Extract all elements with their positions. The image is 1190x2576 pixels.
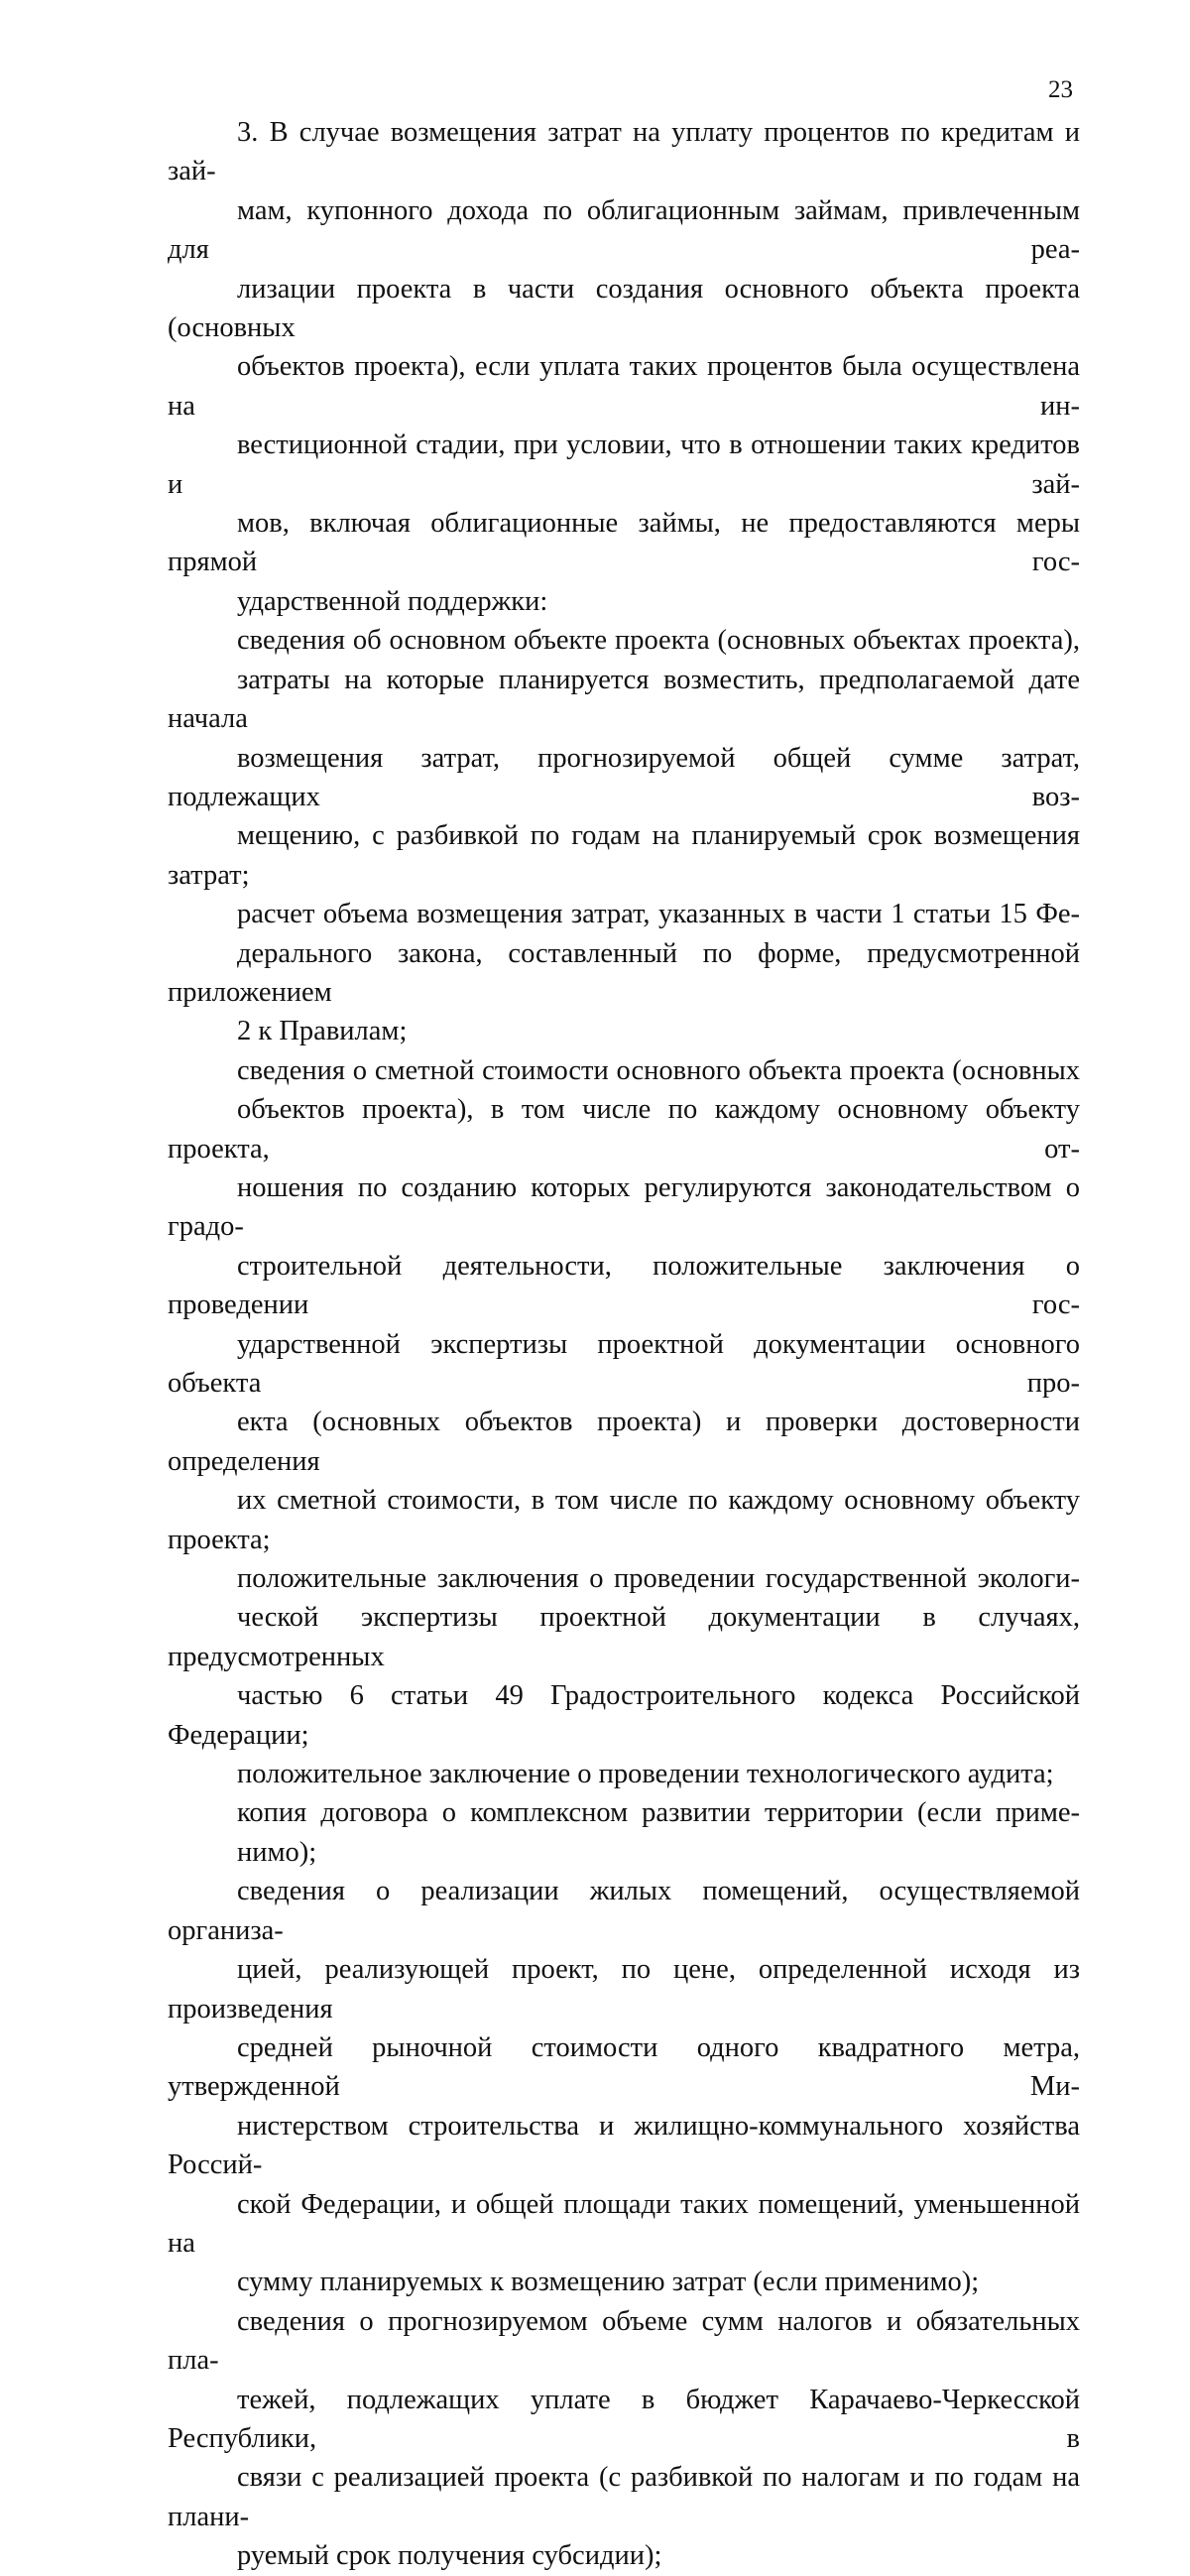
text-line: нистерством строительства и жилищно-коммунального хозяйства Россий-	[168, 2110, 1080, 2181]
text-line: строительной деятельности, положительные заключения о проведении гос-	[168, 1250, 1080, 1321]
text-line: 3. В случае возмещения затрат на уплату процентов по кредитам и зай-	[168, 117, 1080, 187]
text-line: копия договора о комплексном развитии территории (если приме-	[237, 1797, 1080, 1829]
text-line: положительное заключение о проведении технологического аудита;	[237, 1759, 1054, 1790]
text-line: сведения о реализации жилых помещений, осуществляемой организа-	[168, 1876, 1080, 1946]
text-line: тежей, подлежащих уплате в бюджет Карачаево-Черкесской Республики, в	[168, 2384, 1080, 2454]
text-line: цией, реализующей проект, по цене, определенной исходя из произведения	[168, 1954, 1080, 2024]
paragraph-compensation-calc	[168, 895, 1080, 1051]
text-line: мов, включая облигационные займы, не предоставляются меры прямой гос-	[168, 508, 1080, 578]
text-line: затраты на которые планируется возместить, предполагаемой дате начала	[168, 664, 1080, 735]
text-line: сумму планируемых к возмещению затрат (если применимо);	[237, 2267, 980, 2298]
text-line: вестиционной стадии, при условии, что в отношении таких кредитов и зай-	[168, 429, 1080, 500]
text-line: руемый срок получения субсидии);	[237, 2540, 662, 2572]
text-line: сведения о сметной стоимости основного объекта проекта (основных	[237, 1054, 1080, 1086]
page-number: 23	[1048, 76, 1073, 103]
text-line: их сметной стоимости, в том числе по каждому основному объекту проекта;	[168, 1485, 1080, 1555]
text-line: мам, купонного дохода по облигационным займам, привлеченным для реа-	[168, 194, 1080, 266]
document-body	[168, 113, 1080, 2576]
text-line: связи с реализацией проекта (с разбивкой по налогам и по годам на плани-	[168, 2462, 1080, 2532]
paragraph-technology-audit	[168, 1755, 1080, 1793]
text-line: расчет объема возмещения затрат, указанных в части 1 статьи 15 Фе-	[237, 899, 1080, 930]
paragraph-territory-agreement	[168, 1793, 1080, 1872]
paragraph-main-object-info	[168, 621, 1080, 895]
text-line: ударственной экспертизы проектной документации основного объекта про-	[168, 1328, 1080, 1399]
paragraph-tax-forecast	[168, 2302, 1080, 2576]
text-line: ческой экспертизы проектной документации в случаях, предусмотренных	[168, 1602, 1080, 1672]
text-line: средней рыночной стоимости одного квадратного метра, утвержденной Ми-	[168, 2031, 1080, 2103]
text-line: сведения об основном объекте проекта (основных объектах проекта),	[237, 625, 1080, 657]
paragraph-estimated-cost	[168, 1051, 1080, 1559]
paragraph-housing-sales	[168, 1872, 1080, 2301]
text-line: мещению, с разбивкой по годам на планируемый срок возмещения затрат;	[168, 820, 1080, 891]
text-line: ской Федерации, и общей площади таких помещений, уменьшенной на	[168, 2188, 1080, 2259]
paragraph-ecological-expertise	[168, 1559, 1080, 1755]
text-line: положительные заключения о проведении государственной экологи-	[237, 1563, 1080, 1595]
text-line: объектов проекта), если уплата таких процентов была осуществлена на ин-	[168, 351, 1080, 422]
text-line: 2 к Правилам;	[237, 1016, 408, 1047]
text-line: ношения по созданию которых регулируются законодательством о градо-	[168, 1171, 1080, 1243]
text-line: частью 6 статьи 49 Градостроительного кодекса Российской Федерации;	[168, 1680, 1080, 1751]
text-line: нимо);	[237, 1836, 317, 1868]
text-line: екта (основных объектов проекта) и проверки достоверности определения	[168, 1407, 1080, 1477]
text-line: объектов проекта), в том числе по каждому основному объекту проекта, от-	[168, 1094, 1080, 1165]
text-line: дерального закона, составленный по форме, предусмотренной приложением	[168, 937, 1080, 1008]
paragraph-3-intro	[168, 113, 1080, 621]
text-line: сведения о прогнозируемом объеме сумм налогов и обязательных пла-	[168, 2305, 1080, 2377]
text-line: лизации проекта в части создания основного объекта проекта (основных	[168, 273, 1080, 344]
text-line: ударственной поддержки:	[237, 585, 548, 617]
text-line: возмещения затрат, прогнозируемой общей сумме затрат, подлежащих воз-	[168, 742, 1080, 812]
